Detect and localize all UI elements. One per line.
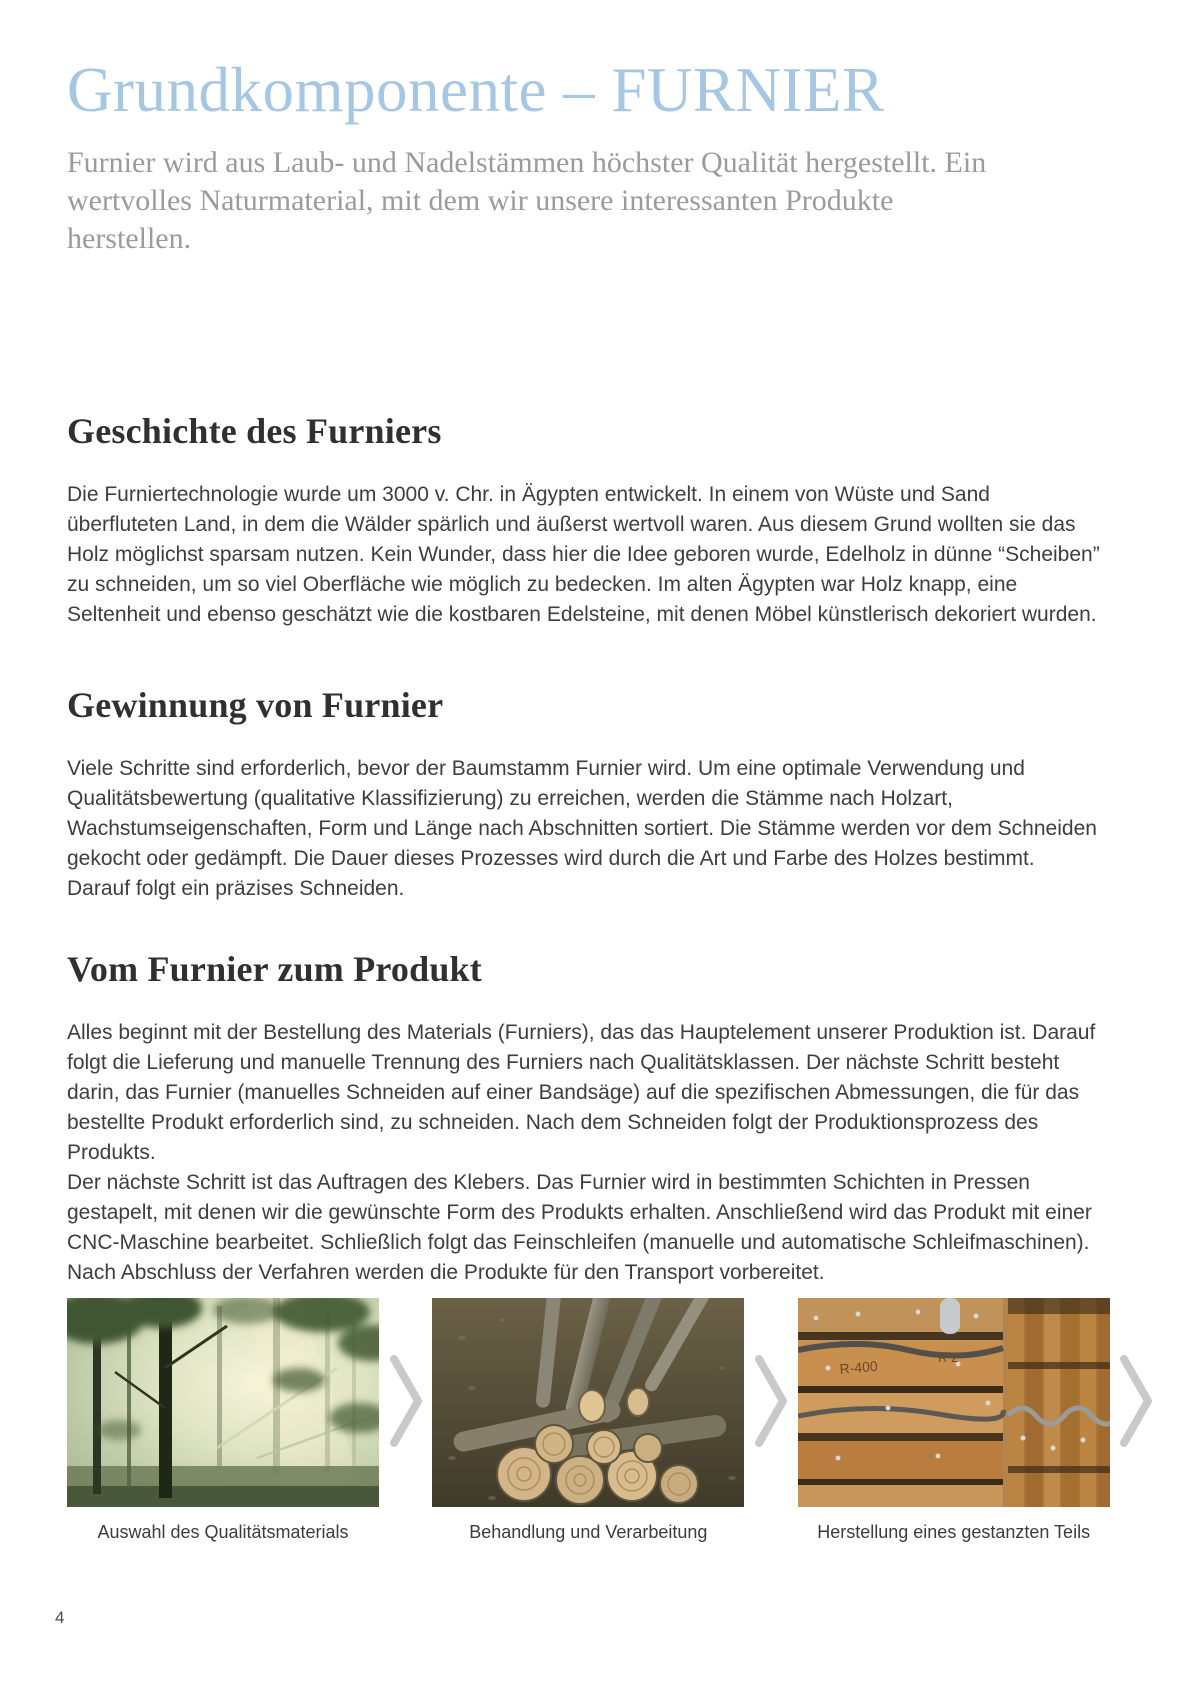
chevron-right-icon bbox=[744, 1353, 797, 1449]
page-subtitle: Furnier wird aus Laub- und Nadelstämmen höchster Qualität hergestellt. Ein wertvolles Naturmaterial, mit dem wir unsere interessanten Produkte herstellen. bbox=[67, 145, 987, 255]
photo-marking-text: R-400 bbox=[838, 1357, 878, 1377]
section-paragraph: Viele Schritte sind erforderlich, bevor der Baumstamm Furnier wird. Um eine optimale Verwendung und Qualitätsbewertung (qualitative Klassifizierung) zu erreichen, werden die Stämme nach Holzart, Wachstumseigenschaften, Form und Länge nach Abschnitten sortiert. Die Stämme werden vor dem Schneiden gekocht oder gedämpft. Die Dauer dieses Prozesses wird durch die Art und Farbe des Holzes bestimmt. Darauf folgt ein präzises Schneiden. bbox=[67, 756, 1097, 900]
section-paragraph: Die Furniertechnologie wurde um 3000 v. Chr. in Ägypten entwickelt. In einem von Wüste und Sand überfluteten Land, in dem die Wälder spärlich und äußerst wertvoll waren. Aus diesem Grund wollten sie das Holz möglichst sparsam nutzen. Kein Wunder, dass hier die Idee geboren wurde, Edelholz in dünne “Scheiben” zu schneiden, um so viel Oberfläche wie möglich zu bedecken. Im alten Ägypten war Holz knapp, eine Seltenheit und ebenso geschätzt wie die kostbaren Edelsteine, mit denen Möbel künstlerisch dekoriert wurden. bbox=[67, 482, 1100, 626]
section-gewinnung-von-furnier bbox=[67, 682, 1124, 904]
page-header bbox=[67, 55, 1124, 258]
stacked-logs-photo bbox=[432, 1298, 744, 1507]
figure-caption: Herstellung eines gestanzten Teils bbox=[817, 1521, 1091, 1542]
figure-stamped-part-production bbox=[798, 1298, 1110, 1543]
figure-caption: Behandlung und Verarbeitung bbox=[469, 1521, 708, 1542]
photo-marking-text: R 2 bbox=[937, 1349, 958, 1365]
section-heading: Gewinnung von Furnier bbox=[67, 684, 444, 725]
section-geschichte-des-furniers bbox=[67, 408, 1124, 630]
chevron-right-icon bbox=[1110, 1353, 1163, 1449]
section-paragraph: Alles beginnt mit der Bestellung des Materials (Furniers), das das Hauptelement unserer Produktion ist. Darauf folgt die Lieferung und manuelle Trennung des Furniers nach Qualitätsklassen. Der nächste Schritt besteht darin, das Furnier (manuelles Schneiden auf einer Bandsäge) auf die spezifischen Abmessungen, die für das bestellte Produkt erforderlich sind, zu schneiden. Nach dem Schneiden folgt der Produktionsprozess des Produkts. bbox=[67, 1020, 1096, 1164]
page-title: Grundkomponente – FURNIER bbox=[67, 55, 885, 125]
section-heading: Geschichte des Furniers bbox=[67, 410, 442, 451]
page-number: 4 bbox=[55, 1608, 65, 1627]
wooden-press-molds-photo bbox=[798, 1298, 1110, 1507]
figure-caption: Auswahl des Qualitätsmaterials bbox=[97, 1521, 349, 1542]
section-heading: Vom Furnier zum Produkt bbox=[67, 948, 482, 989]
process-figure-row bbox=[67, 1298, 1163, 1543]
figure-quality-material bbox=[67, 1298, 379, 1543]
chevron-right-icon bbox=[379, 1353, 432, 1449]
section-paragraph: Der nächste Schritt ist das Auftragen des Klebers. Das Furnier wird in bestimmten Schichten in Pressen gestapelt, mit denen wir die gewünschte Form des Produkts erhalten. Anschließend wird das Produkt mit einer CNC-Maschine bearbeitet. Schließlich folgt das Feinschleifen (manuelle und automatische Schleifmaschinen). Nach Abschluss der Verfahren werden die Produkte für den Transport vorbereitet. bbox=[67, 1170, 1092, 1284]
misty-forest-photo bbox=[67, 1298, 379, 1507]
section-vom-furnier-zum-produkt bbox=[67, 946, 1124, 1288]
figure-treatment-processing bbox=[432, 1298, 744, 1543]
